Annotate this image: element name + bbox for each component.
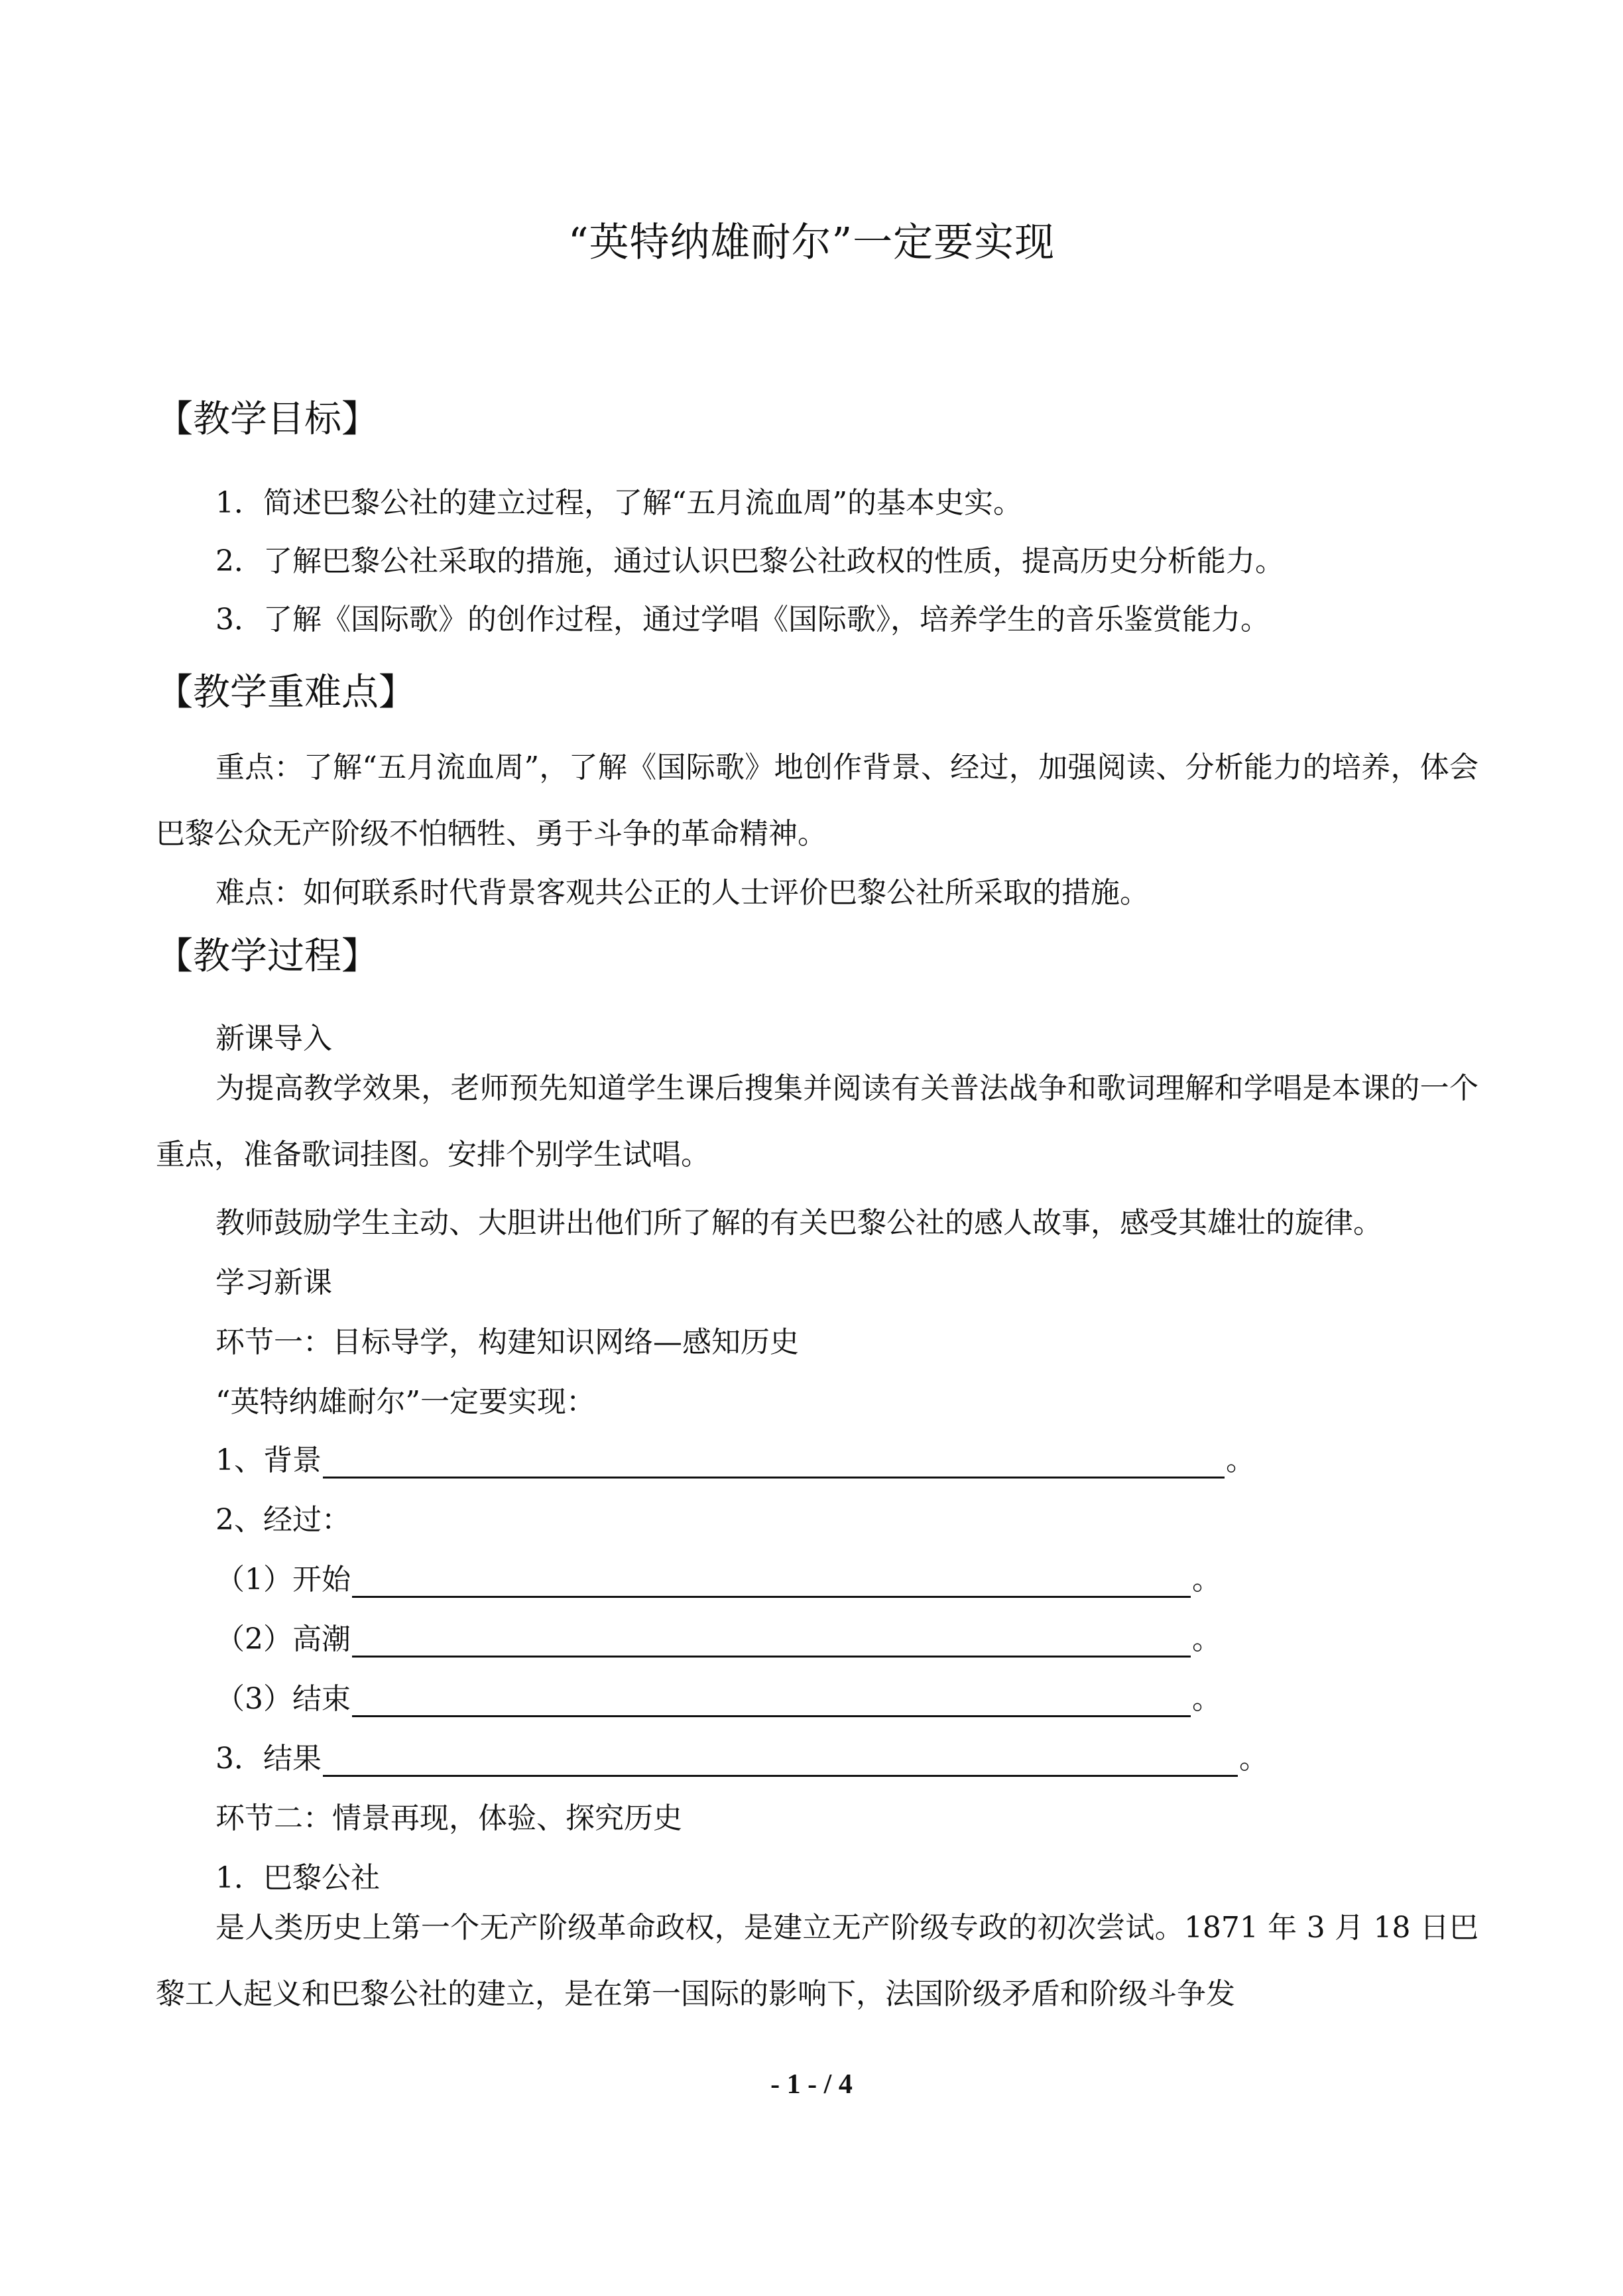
- period-mark: 。: [1192, 1622, 1221, 1656]
- fill-end-label: （3）结束: [215, 1682, 351, 1716]
- objective-item-1: 1．简述巴黎公社的建立过程，了解“五月流血周”的基本史实。: [215, 486, 1022, 520]
- objectives-heading: 【教学目标】: [156, 398, 379, 441]
- fill-start: [215, 1555, 1221, 1598]
- intro-paragraph-2: 教师鼓励学生主动、大胆讲出他们所了解的有关巴黎公社的感人故事，感受其雄壮的旋律。: [215, 1206, 1382, 1240]
- commune-paragraph: 是人类历史上第一个无产阶级革命政权，是建立无产阶级专政的初次尝试。1871 年 3 月 18 日巴黎工人起义和巴黎公社的建立，是在第一国际的影响下，法国阶级矛盾和阶级斗争发: [156, 1911, 1478, 2011]
- step1-heading: 环节一：目标导学，构建知识网络—感知历史: [215, 1325, 799, 1359]
- result-blank[interactable]: [323, 1748, 1238, 1777]
- background-blank[interactable]: [323, 1450, 1225, 1479]
- document-title: “英特纳雄耐尔”一定要实现: [568, 219, 1055, 266]
- difficulty-text: 难点：如何联系时代背景客观共公正的人士评价巴黎公社所采取的措施。: [215, 876, 1149, 910]
- start-blank[interactable]: [352, 1569, 1191, 1598]
- key-points-heading: 【教学重难点】: [156, 671, 416, 714]
- step1-title: “英特纳雄耐尔”一定要实现：: [215, 1385, 595, 1419]
- step2-heading: 环节二：情景再现，体验、探究历史: [215, 1801, 682, 1835]
- fill-result-label: 3．结果: [215, 1742, 322, 1776]
- objective-item-3: 3．了解《国际歌》的创作过程，通过学唱《国际歌》，培养学生的音乐鉴赏能力。: [215, 603, 1270, 636]
- fill-process-label: 2、经过：: [215, 1503, 351, 1537]
- fill-end: [215, 1675, 1221, 1717]
- intro-paragraph-1: 为提高教学效果，老师预先知道学生课后搜集并阅读有关普法战争和歌词理解和学唱是本课的一个重点，准备歌词挂图。安排个别学生试唱。: [156, 1071, 1478, 1172]
- end-blank[interactable]: [352, 1689, 1191, 1717]
- fill-climax-label: （2）高潮: [215, 1622, 351, 1656]
- fill-climax: [215, 1615, 1221, 1658]
- new-lesson-label: 学习新课: [215, 1266, 332, 1299]
- fill-background-label: 1、背景: [215, 1443, 322, 1477]
- objective-item-2: 2．了解巴黎公社采取的措施，通过认识巴黎公社政权的性质，提高历史分析能力。: [215, 544, 1284, 578]
- key-point-text: 重点：了解“五月流血周”，了解《国际歌》地创作背景、经过，加强阅读、分析能力的培养，体会巴黎公众无产阶级不怕牺牲、勇于斗争的革命精神。: [156, 751, 1478, 851]
- period-mark: 。: [1226, 1443, 1255, 1477]
- period-mark: 。: [1192, 1682, 1221, 1716]
- fill-result: [215, 1734, 1268, 1777]
- period-mark: 。: [1192, 1563, 1221, 1597]
- fill-start-label: （1）开始: [215, 1563, 351, 1597]
- page-number: - 1 - / 4: [770, 2069, 853, 2100]
- intro-label: 新课导入: [215, 1022, 332, 1056]
- fill-background: [215, 1436, 1255, 1479]
- climax-blank[interactable]: [352, 1629, 1191, 1658]
- commune-label: 1．巴黎公社: [215, 1861, 380, 1895]
- period-mark: 。: [1239, 1742, 1268, 1776]
- process-heading: 【教学过程】: [156, 935, 379, 978]
